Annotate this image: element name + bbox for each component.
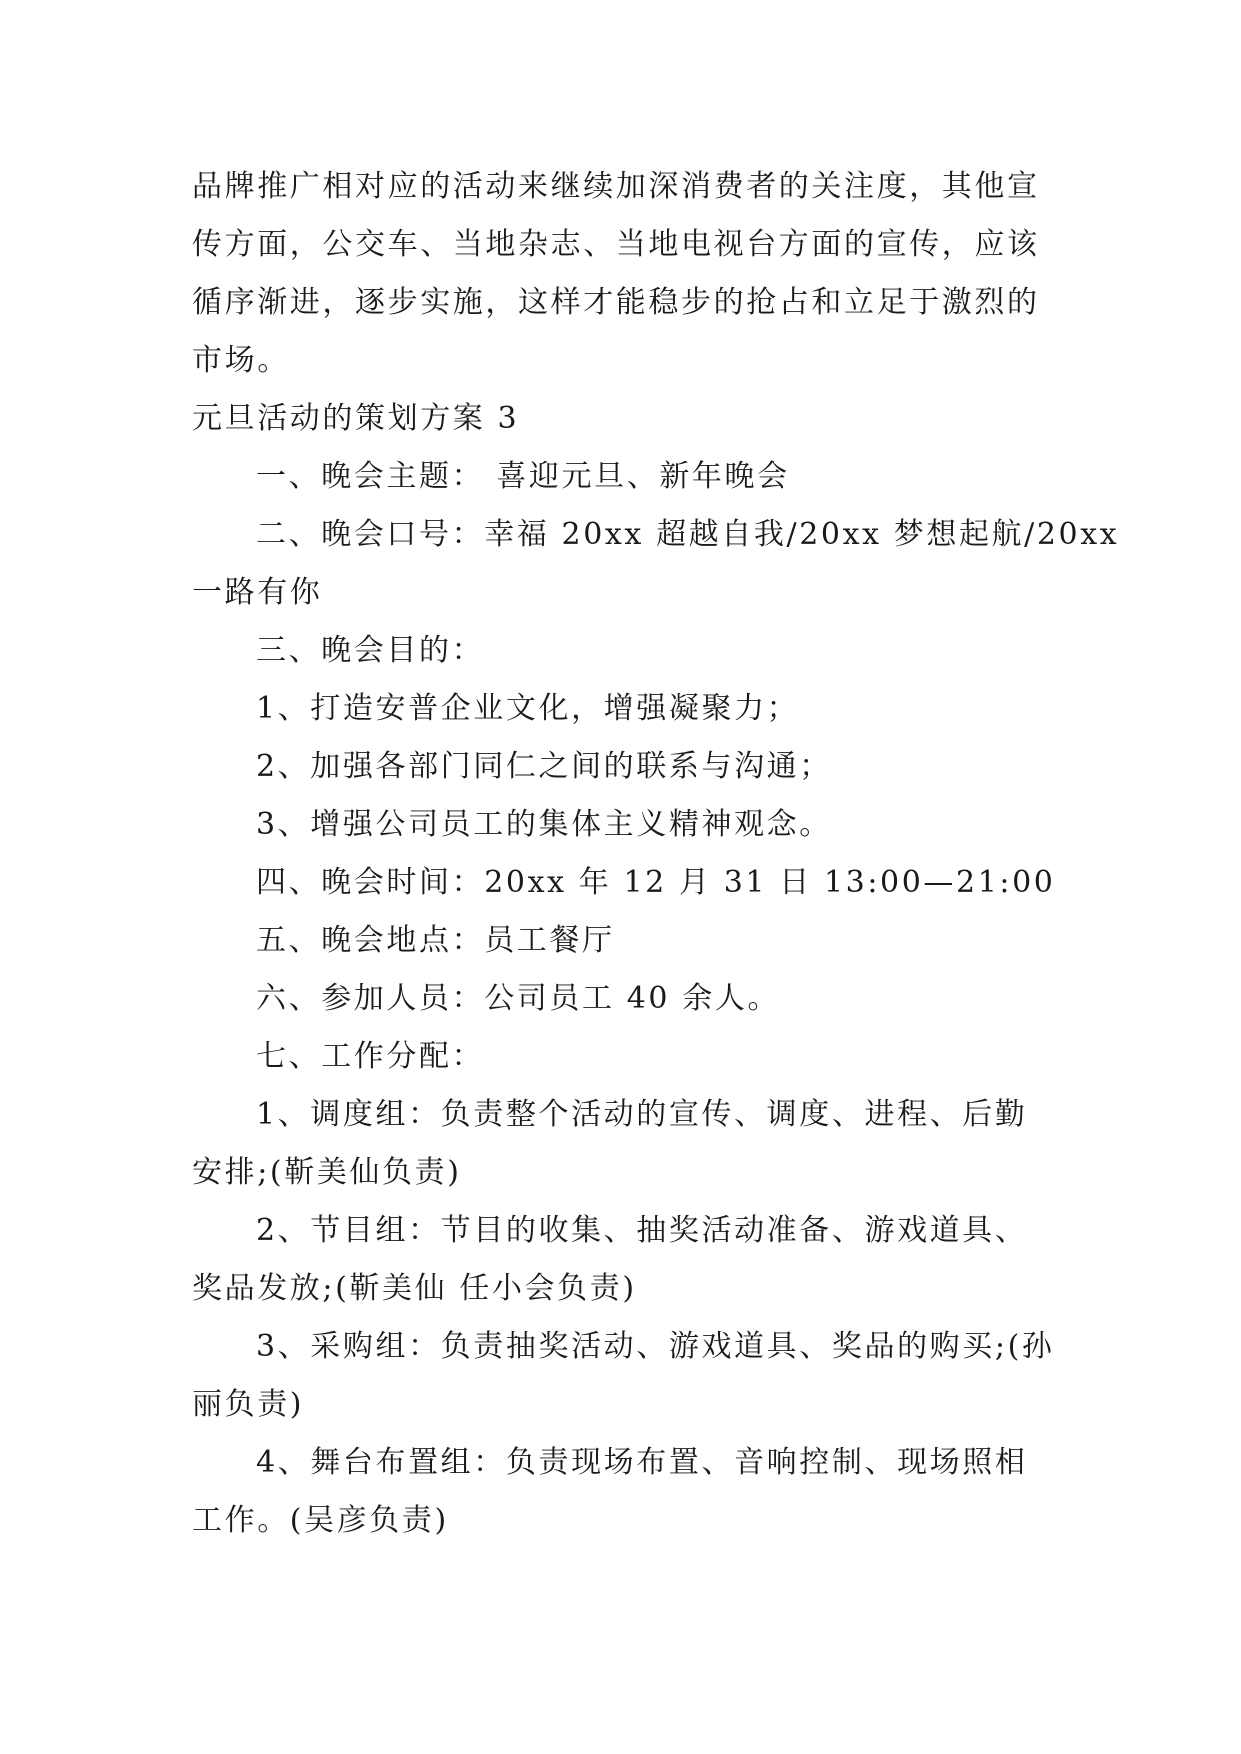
item-purpose-2 [192, 738, 1052, 796]
intro-line: 市场。 [192, 343, 290, 378]
item-line: 三、晚会目的： [256, 633, 485, 668]
item-line: 二、晚会口号：幸福 20xx 超越自我/20xx 梦想起航/20xx [256, 517, 1120, 552]
intro-line: 品牌推广相对应的活动来继续加深消费者的关注度，其他宣 [192, 169, 1040, 204]
item-assignment [192, 1028, 1052, 1086]
item-line: 3、采购组：负责抽奖活动、游戏道具、奖品的购买;(孙 [256, 1329, 1055, 1364]
item-line: 一、晚会主题： 喜迎元旦、新年晚会 [256, 459, 790, 494]
intro-line: 传方面，公交车、当地杂志、当地电视台方面的宣传，应该 [192, 227, 1040, 262]
item-line: 一路有你 [192, 575, 323, 610]
item-line: 丽负责) [192, 1387, 305, 1422]
item-slogan [192, 506, 1120, 622]
item-purpose [192, 622, 1052, 680]
item-line: 七、工作分配： [256, 1039, 485, 1074]
item-time [192, 854, 1056, 912]
document-page [192, 158, 1120, 1550]
item-line: 安排;(靳美仙负责) [192, 1155, 462, 1190]
item-location [192, 912, 1052, 970]
item-group-3 [192, 1318, 1055, 1434]
item-line: 2、加强各部门同仁之间的联系与沟通； [256, 749, 832, 784]
item-theme [192, 448, 1052, 506]
item-line: 2、节目组：节目的收集、抽奖活动准备、游戏道具、 [256, 1213, 1028, 1248]
item-line: 1、打造安普企业文化，增强凝聚力； [256, 691, 800, 726]
item-line: 五、晚会地点：员工餐厅 [256, 923, 615, 958]
item-group-4 [192, 1434, 1052, 1550]
intro-line: 循序渐进，逐步实施，这样才能稳步的抢占和立足于激烈的 [192, 285, 1040, 320]
item-line: 工作。(吴彦负责) [192, 1503, 449, 1538]
item-line: 四、晚会时间：20xx 年 12 月 31 日 13:00—21:00 [256, 865, 1056, 900]
intro-paragraph [192, 158, 1052, 390]
item-line: 3、增强公司员工的集体主义精神观念。 [256, 807, 832, 842]
item-purpose-1 [192, 680, 1052, 738]
item-participants [192, 970, 1052, 1028]
item-purpose-3 [192, 796, 1052, 854]
section-title: 元旦活动的策划方案 3 [192, 401, 520, 436]
item-line: 4、舞台布置组：负责现场布置、音响控制、现场照相 [256, 1445, 1028, 1480]
item-line: 1、调度组：负责整个活动的宣传、调度、进程、后勤 [256, 1097, 1028, 1132]
item-group-2 [192, 1202, 1052, 1318]
item-group-1 [192, 1086, 1052, 1202]
item-line: 奖品发放;(靳美仙 任小会负责) [192, 1271, 637, 1306]
item-line: 六、参加人员：公司员工 40 余人。 [256, 981, 781, 1016]
